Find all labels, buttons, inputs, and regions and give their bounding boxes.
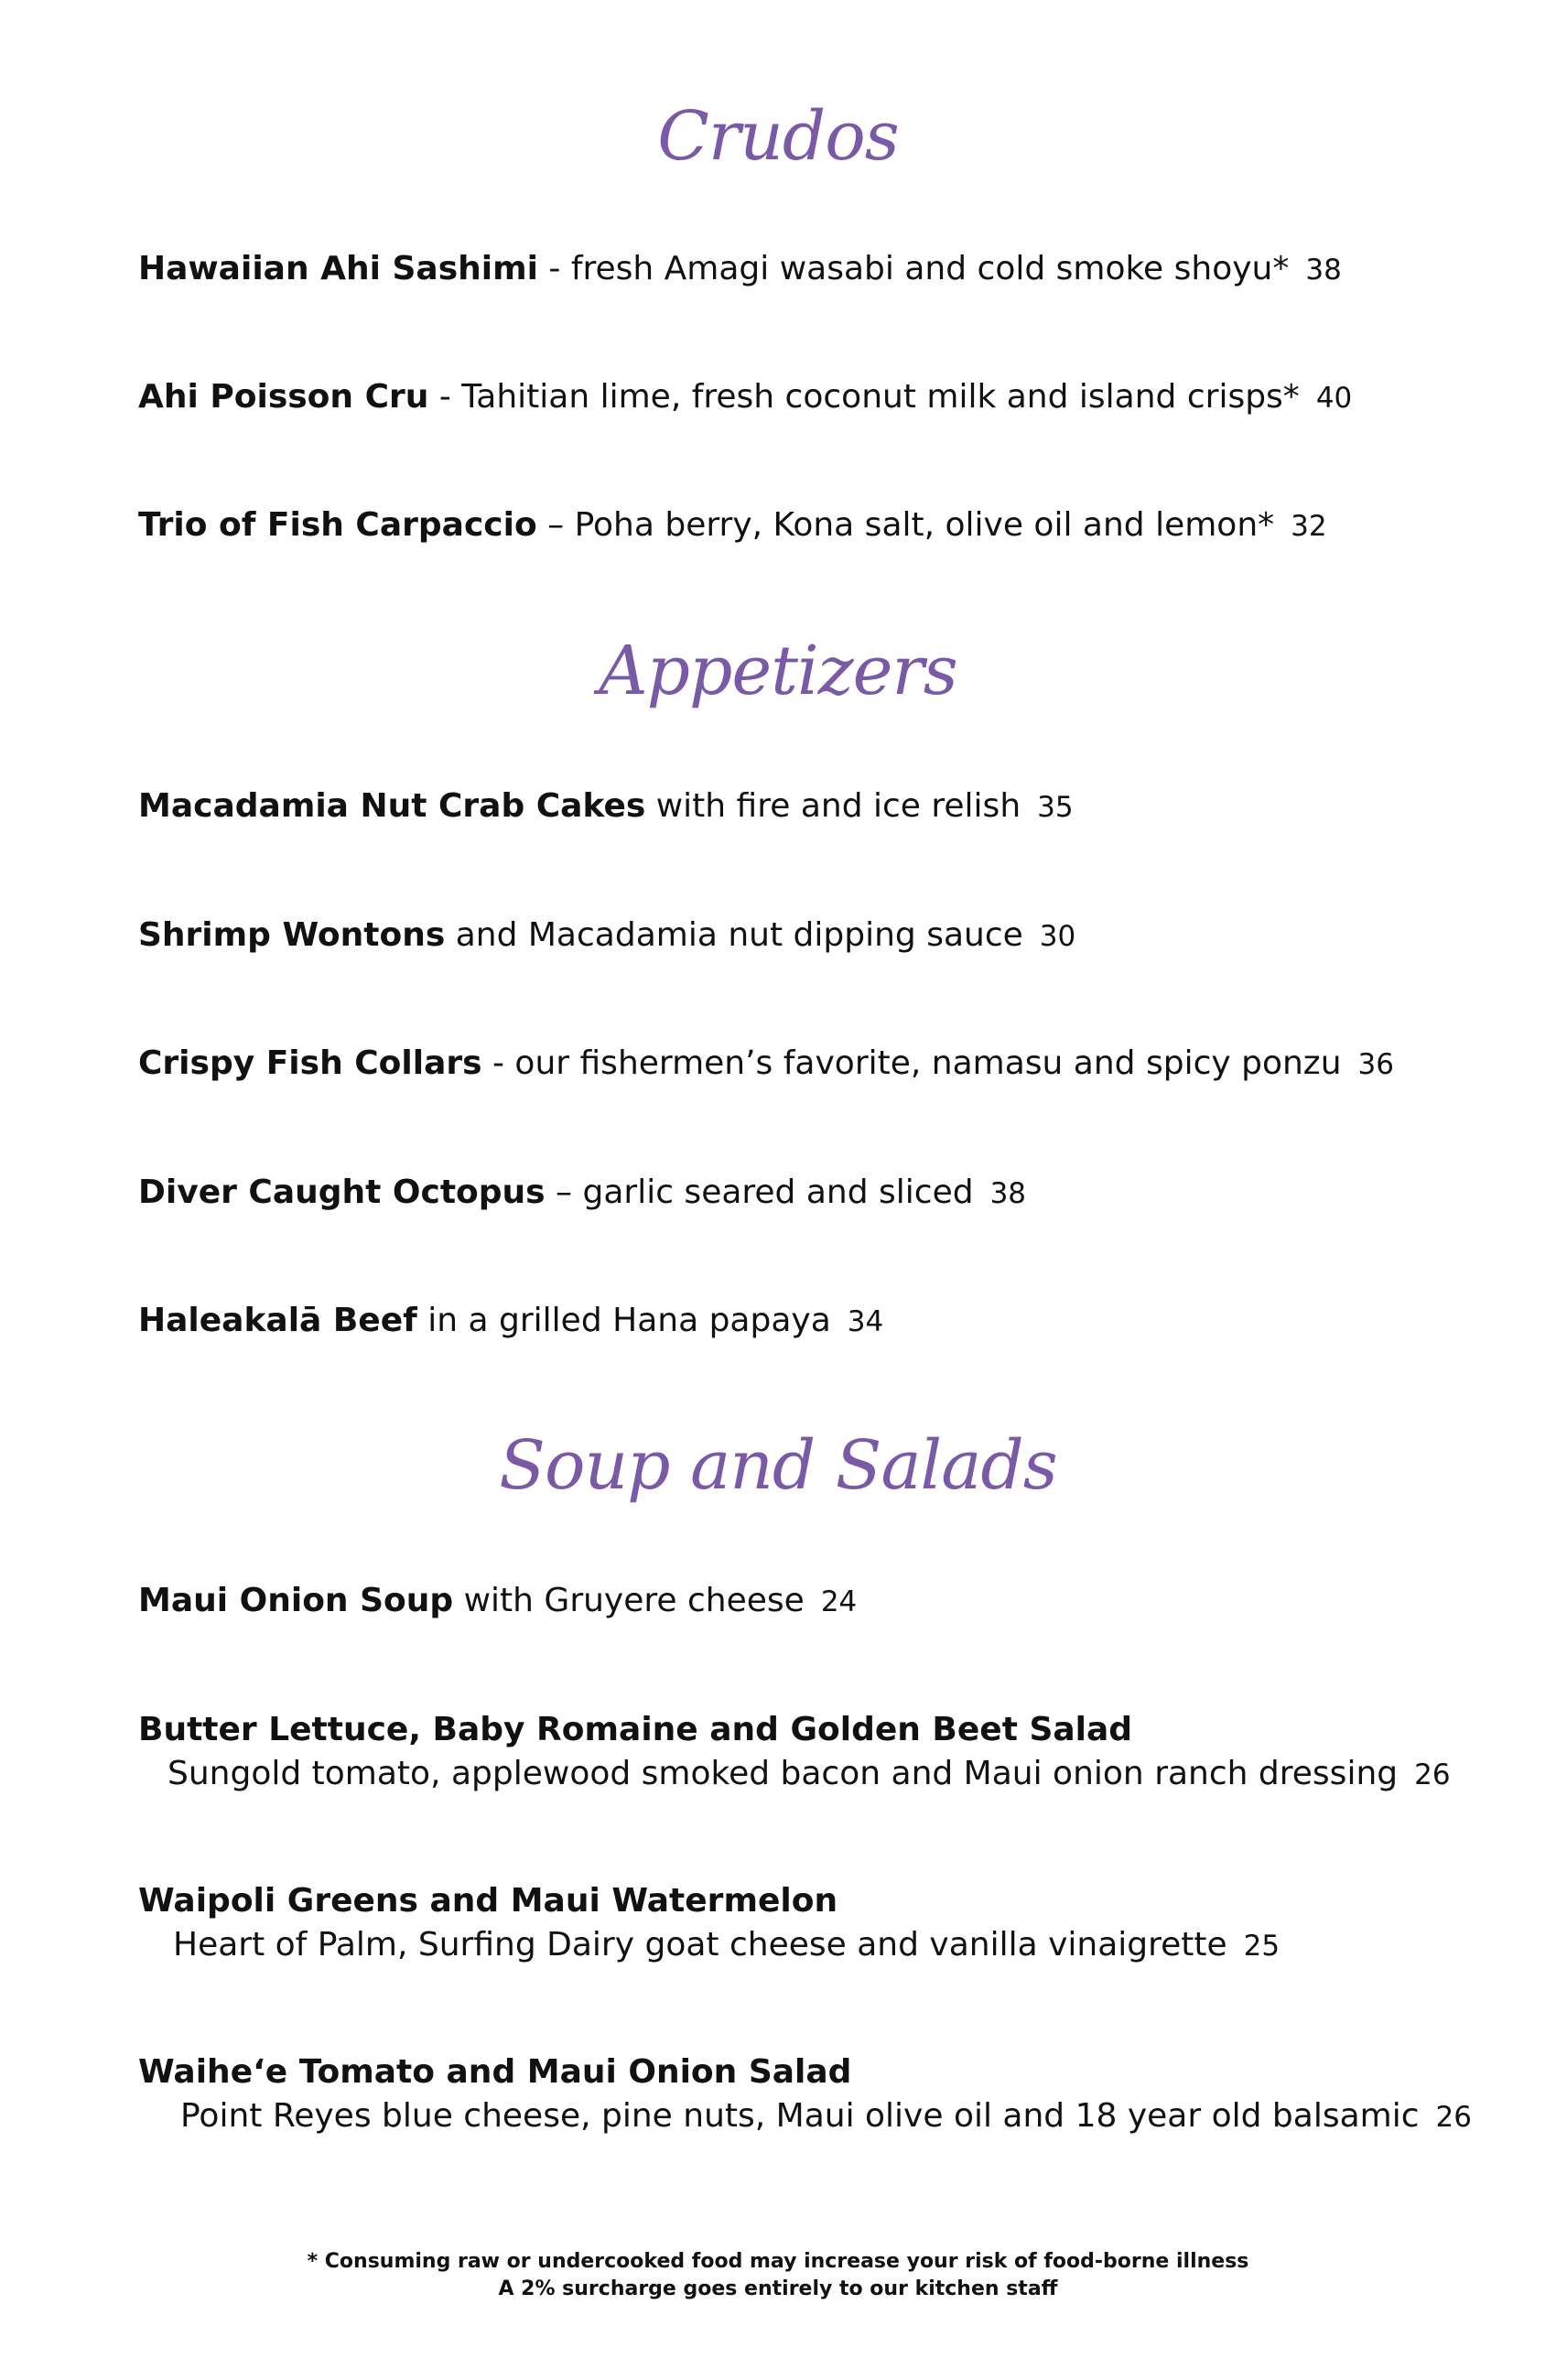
item-price: 38 xyxy=(989,1177,1027,1210)
item-name: Trio of Fish Carpaccio xyxy=(138,506,537,544)
item-price: 25 xyxy=(1243,1930,1280,1963)
item-price: 34 xyxy=(847,1305,884,1338)
item-price: 24 xyxy=(820,1585,858,1618)
menu-item xyxy=(138,503,1438,548)
item-price: 36 xyxy=(1357,1048,1394,1081)
menu-item xyxy=(138,1299,1438,1344)
menu-item xyxy=(138,1171,1438,1216)
footnote-raw-food-warning: * Consuming raw or undercooked food may increase your risk of food-borne illness xyxy=(307,2250,1249,2273)
item-description: Sungold tomato, applewood smoked bacon and Maui onion ranch dressing xyxy=(167,1755,1399,1792)
item-name: Butter Lettuce, Baby Romaine and Golden Beet Salad xyxy=(138,1711,1133,1748)
section-title-soup-and-salads: Soup and Salads xyxy=(499,1426,1057,1505)
footnote-surcharge: A 2% surcharge goes entirely to our kitchen staff xyxy=(498,2277,1058,2300)
item-description: - our fishermen’s favorite, namasu and spicy ponzu xyxy=(481,1044,1342,1082)
item-description: - fresh Amagi wasabi and cold smoke shoyu* xyxy=(537,250,1290,287)
item-name: Shrimp Wontons xyxy=(138,916,446,954)
item-description: with fire and ice relish xyxy=(645,787,1021,825)
item-name: Maui Onion Soup xyxy=(138,1582,454,1619)
item-name: Hawaiian Ahi Sashimi xyxy=(138,250,538,287)
item-description: with Gruyere cheese xyxy=(453,1582,805,1619)
item-name: Diver Caught Octopus xyxy=(138,1174,546,1211)
item-name: Waipoli Greens and Maui Watermelon xyxy=(138,1882,838,1920)
item-price: 26 xyxy=(1414,1758,1451,1791)
item-price: 40 xyxy=(1315,382,1353,415)
menu-item xyxy=(138,1579,1438,1624)
item-subline xyxy=(138,1752,1451,1797)
section-title-appetizers: Appetizers xyxy=(599,632,957,710)
item-description: - Tahitian lime, fresh coconut milk and island crisps* xyxy=(428,378,1300,416)
item-price: 32 xyxy=(1291,510,1327,543)
item-name: Crispy Fish Collars xyxy=(138,1044,482,1082)
item-name: Haleakalā Beef xyxy=(138,1302,417,1339)
item-description: Heart of Palm, Surfing Dairy goat cheese and vanilla vinaigrette xyxy=(173,1926,1227,1964)
item-name: Ahi Poisson Cru xyxy=(138,378,429,416)
item-price: 38 xyxy=(1305,254,1342,287)
menu-item xyxy=(138,914,1438,958)
item-price: 26 xyxy=(1435,2101,1472,2134)
item-description: Point Reyes blue cheese, pine nuts, Maui olive oil and 18 year old balsamic xyxy=(180,2097,1420,2135)
item-description: in a grilled Hana papaya xyxy=(416,1302,831,1339)
menu-item xyxy=(138,247,1438,292)
menu-item xyxy=(138,1708,1451,1797)
item-name: Macadamia Nut Crab Cakes xyxy=(138,787,646,825)
item-name: Waihe‘e Tomato and Maui Onion Salad xyxy=(138,2053,852,2091)
item-description: and Macadamia nut dipping sauce xyxy=(445,916,1023,954)
menu-item xyxy=(138,2050,1472,2139)
item-subline xyxy=(138,1923,1438,1968)
menu-item xyxy=(138,375,1438,420)
item-subline xyxy=(138,2094,1472,2139)
section-title-crudos: Crudos xyxy=(657,97,899,176)
item-description: – garlic seared and sliced xyxy=(545,1174,974,1211)
item-price: 35 xyxy=(1037,791,1074,824)
menu-item xyxy=(138,1879,1438,1968)
menu-item xyxy=(138,1042,1438,1087)
footnote xyxy=(0,2248,1556,2303)
menu-item xyxy=(138,784,1438,829)
item-price: 30 xyxy=(1039,920,1076,953)
item-description: – Poha berry, Kona salt, olive oil and lemon* xyxy=(536,506,1275,544)
